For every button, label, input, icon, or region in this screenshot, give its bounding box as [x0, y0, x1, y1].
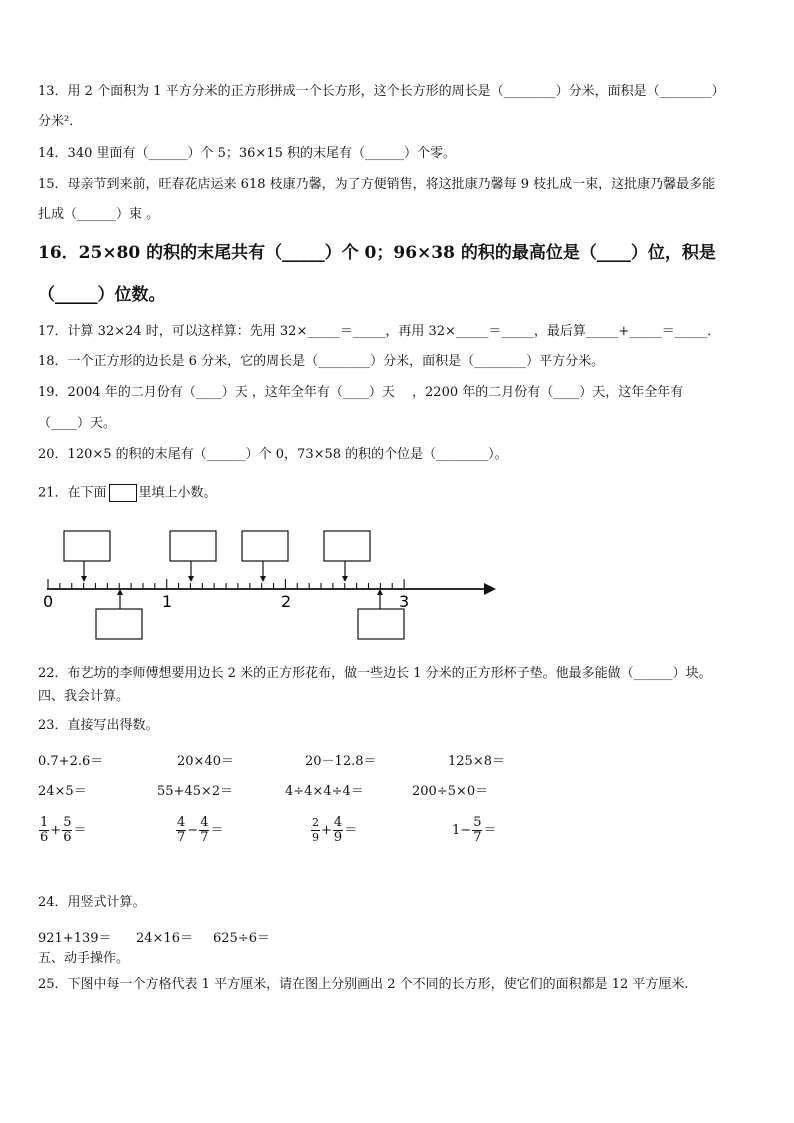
fraction — [199, 816, 209, 845]
answer-box-bottom-2[interactable] — [358, 609, 404, 639]
fraction-expr-3 — [310, 816, 357, 845]
calc-4: 125×8＝ — [448, 754, 505, 769]
q20: 20．120×5 的积的末尾有（______）个 0，73×58 的积的个位是（________）。 — [38, 447, 508, 462]
equals: ＝ — [344, 823, 358, 838]
numerator: 2 — [312, 816, 319, 829]
operator: + — [50, 823, 62, 838]
operator: + — [321, 823, 332, 838]
denominator: 7 — [200, 830, 209, 845]
denominator: 9 — [333, 830, 343, 845]
q18: 18．一个正方形的边长是 6 分米，它的周长是（________）分米，面积是（________）平方分米。 — [38, 354, 605, 369]
vertical-calc-3: 625÷6＝ — [213, 931, 270, 946]
section-4-heading: 四、我会计算。 — [38, 689, 130, 704]
vertical-calc-1: 921+139＝ — [38, 931, 112, 946]
numerator: 4 — [333, 815, 343, 830]
numerator: 5 — [63, 815, 72, 830]
equals: ＝ — [483, 823, 497, 838]
axis-label-0: 0 — [43, 592, 54, 611]
q19-line2: （____）天。 — [38, 416, 117, 431]
q15-line2: 扎成（______）束 。 — [38, 207, 160, 222]
operator: − — [460, 823, 472, 838]
numerator: 4 — [177, 815, 186, 830]
equals: ＝ — [210, 823, 224, 838]
fraction — [333, 816, 343, 845]
whole-number: 1 — [452, 823, 461, 838]
denominator: 6 — [63, 830, 72, 845]
fraction — [472, 816, 482, 845]
q16-line2: （_____）位数。 — [38, 285, 166, 305]
fraction-expr-4 — [452, 816, 496, 845]
axis-label-2: 2 — [281, 592, 292, 611]
answer-box-top-3[interactable] — [242, 531, 288, 561]
denominator: 7 — [473, 830, 482, 845]
axis-label-1: 1 — [162, 592, 173, 611]
calc-8: 200÷5×0＝ — [412, 784, 489, 799]
q19-line1: 19．2004 年的二月份有（____）天 ，这年全年有（____）天 ，2200 年的二月份有（____）天，这年全年有 — [38, 385, 684, 400]
q14: 14．340 里面有（______）个 5；36×15 积的末尾有（______）个零。 — [38, 146, 456, 161]
answer-box-icon — [109, 484, 137, 502]
q23: 23．直接写出得数。 — [38, 718, 159, 733]
denominator: 6 — [40, 830, 49, 845]
number-line-figure — [38, 525, 508, 645]
q16-line1: 16．25×80 的积的末尾共有（_____）个 0；96×38 的积的最高位是（____）位，积是 — [38, 243, 716, 263]
fraction — [39, 816, 49, 845]
q21-instruction — [38, 484, 217, 502]
calc-1: 0.7+2.6＝ — [38, 754, 104, 769]
calc-7: 4÷4×4÷4＝ — [285, 784, 364, 799]
answer-box-top-1[interactable] — [64, 531, 110, 561]
fraction — [311, 816, 320, 845]
calc-5: 24×5＝ — [38, 784, 87, 799]
operator: − — [187, 823, 199, 838]
q15-line1: 15．母亲节到来前，旺春花店运来 618 枝康乃馨，为了方便销售，将这批康乃馨每 9 枝扎成一束，这批康乃馨最多能 — [38, 177, 716, 192]
q24: 24．用竖式计算。 — [38, 895, 146, 910]
q25: 25．下图中每一个方格代表 1 平方厘米，请在图上分别画出 2 个不同的长方形，使它们的面积都是 12 平方厘米. — [38, 977, 689, 992]
equals: ＝ — [73, 823, 87, 838]
axis-arrow-icon — [484, 583, 496, 595]
calc-3: 20－12.8＝ — [305, 754, 377, 769]
q13-line1: 13．用 2 个面积为 1 平方分米的正方形拼成一个长方形，这个长方形的周长是（________）分米，面积是（________） — [38, 84, 725, 99]
q22: 22．布艺坊的李师傅想要用边长 2 米的正方形花布，做一些边长 1 分米的正方形杯子垫。他最多能做（______）块。 — [38, 666, 712, 681]
axis-label-3: 3 — [399, 592, 410, 611]
section-5-heading: 五、动手操作。 — [38, 951, 130, 966]
fraction-expr-2 — [175, 816, 223, 845]
answer-box-bottom-1[interactable] — [96, 609, 142, 639]
numerator: 4 — [200, 815, 209, 830]
denominator: 9 — [312, 831, 319, 844]
fraction — [62, 816, 72, 845]
numerator: 1 — [40, 815, 49, 830]
answer-box-top-4[interactable] — [324, 531, 370, 561]
q21-text-before: 21．在下面 — [38, 485, 107, 501]
calc-6: 55+45×2＝ — [157, 784, 234, 799]
calc-2: 20×40＝ — [177, 754, 234, 769]
q13-line2: 分米²． — [38, 114, 83, 129]
fraction-expr-1 — [38, 816, 86, 845]
q17: 17．计算 32×24 时，可以这样算：先用 32×_____＝_____，再用 32×_____＝_____，最后算_____+_____＝_____． — [38, 324, 721, 339]
numerator: 5 — [473, 815, 482, 830]
q21-text-after: 里填上小数。 — [138, 485, 217, 501]
denominator: 7 — [177, 830, 186, 845]
vertical-calc-2: 24×16＝ — [136, 931, 193, 946]
answer-box-top-2[interactable] — [170, 531, 216, 561]
fraction — [176, 816, 186, 845]
